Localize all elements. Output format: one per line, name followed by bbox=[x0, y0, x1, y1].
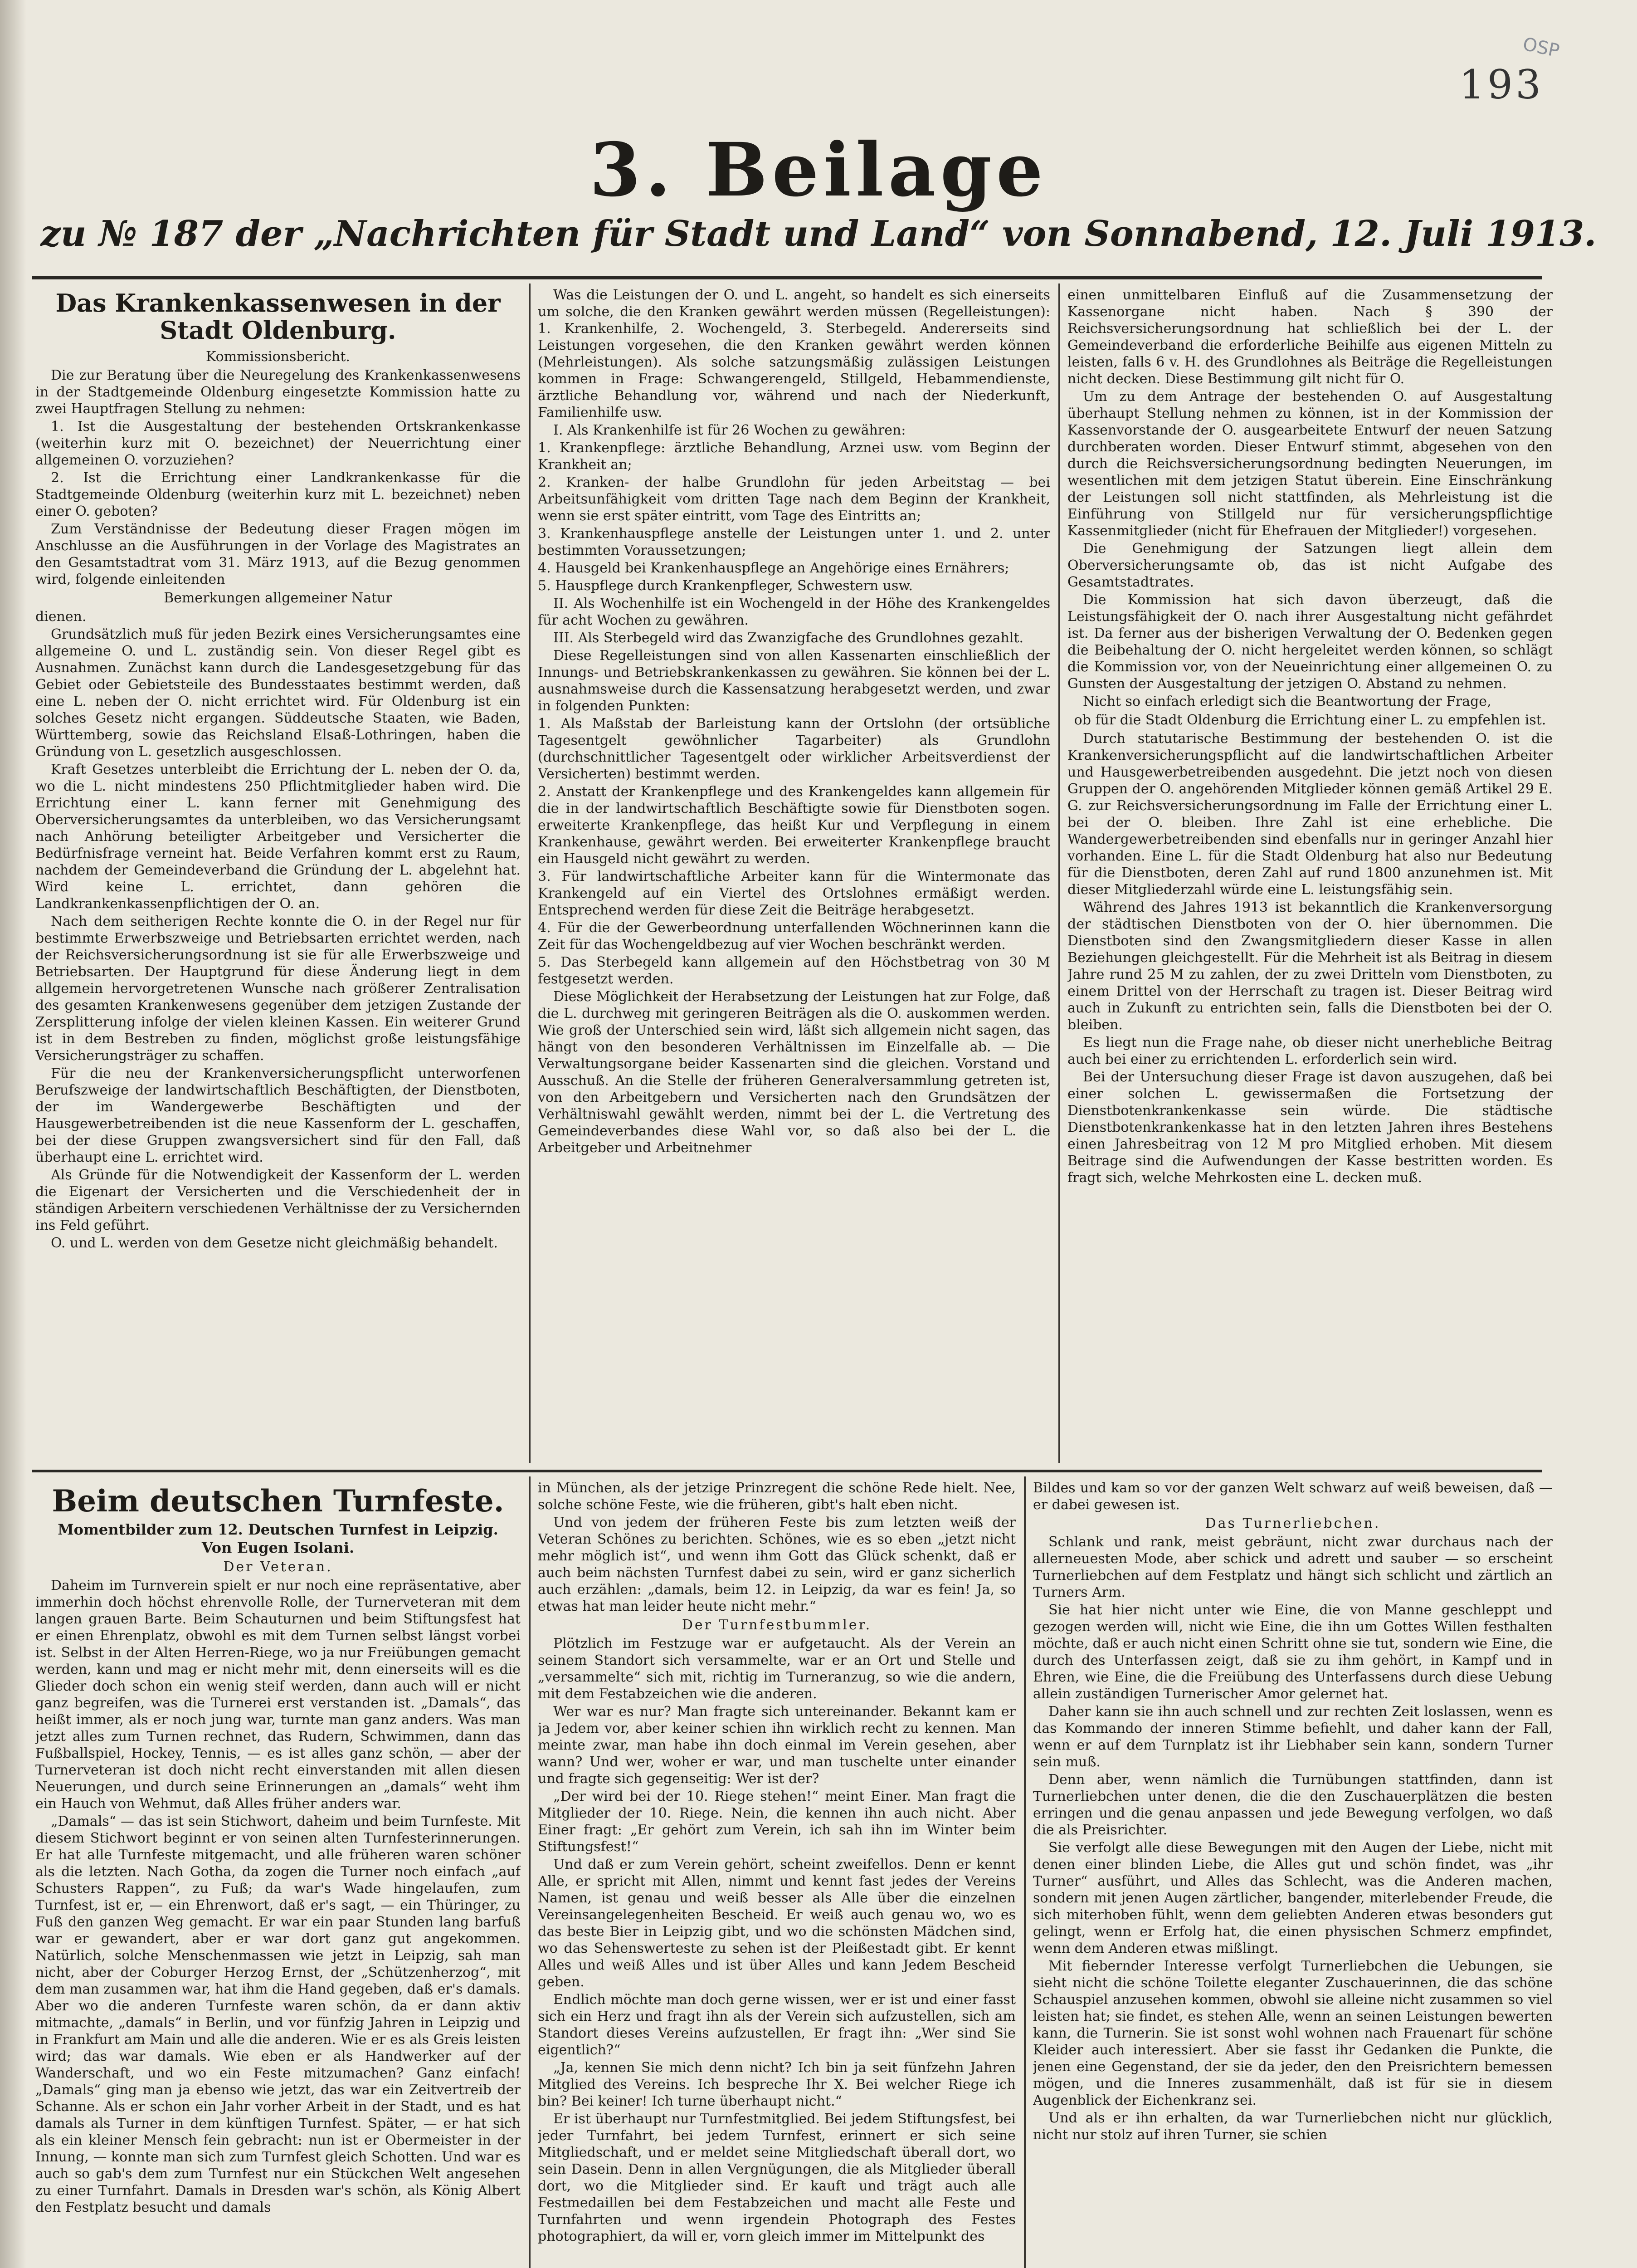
feuilleton-column-3 bbox=[1033, 1480, 1553, 2268]
list-item: 3. Krankenhauspflege anstelle der Leistungen unter 1. und 2. unter bestimmten Voraussetzungen; bbox=[538, 526, 1050, 558]
section-heading: Das Turnerliebchen. bbox=[1205, 1515, 1381, 1531]
paragraph: Die Kommission hat sich davon überzeugt, daß die Leistungsfähigkeit der O. nach ihrer Ausgestaltung nicht gefährdet ist. Da ferner aus der bisherigen Verwaltung der O. Bedenken gegen die Beibehaltung der O. nicht hergeleitet werden können, so schlägt die Kommission vor, von der Neueinrichtung einer allgemeinen O. zu Gunsten der Ausgestaltung der jetzigen O. Abstand zu nehmen. bbox=[1067, 592, 1553, 692]
paragraph: „Der wird bei der 10. Riege stehen!“ meint Einer. Man fragt die Mitglieder der 10. Riege. Nein, die kennen ihn auch nicht. Aber Einer fragt: „Er gehört zum Verein, ich sah ihn im Winter beim Stiftungsfest!“ bbox=[538, 1789, 1016, 1855]
paragraph: Sie verfolgt alle diese Bewegungen mit den Augen der Liebe, nicht mit denen einer blinden Liebe, die Alles gut und schön findet, was „ihr Turner“ ausführt, und Alles das Schlecht, was die Anderen machen, sondern mit jenen Augen zärtlicher, bangender, miterlebender Freude, die sich miterhoben fühlt, wenn dem geliebten Anderen etwas besonders gut gelingt, wenn er Erfolg hat, die einen physischen Schmerz empfindet, wenn dem Anderen etwas mißlingt. bbox=[1033, 1840, 1553, 1956]
paragraph: dienen. bbox=[35, 609, 87, 625]
article-column-1 bbox=[35, 287, 521, 1465]
article-headline: Das Krankenkassenwesen in der Stadt Oldenburg. bbox=[55, 288, 501, 345]
paragraph: Und als er ihn erhalten, da war Turnerliebchen nicht nur glücklich, nicht nur stolz auf ihren Turner, sie schien bbox=[1033, 2110, 1553, 2143]
paragraph: „Ja, kennen Sie mich denn nicht? Ich bin ja seit fünfzehn Jahren Mitglied des Vereins. Ich bespreche Ihr X. Bei welcher Riege ich bin? Bei keiner! Ich turne überhaupt nicht.“ bbox=[538, 2060, 1016, 2109]
list-item: 1. Als Maßstab der Barleistung kann der Ortslohn (der ortsübliche Tagesentgelt gewöhnlicher Tagarbeiter) als Grundlohn (durchschnittlicher Tagesentgelt oder wirklicher Arbeitsverdienst der Versicherten) bestimmt werden. bbox=[538, 716, 1050, 782]
column-divider bbox=[1024, 1476, 1026, 2268]
paragraph: Was die Leistungen der O. und L. angeht, so handelt es sich einerseits um solche, die den Kranken gewährt werden müssen (Regelleistungen): 1. Krankenhilfe, 2. Wochengeld, 3. Sterbegeld. Andererseits sind Leistungen vorgesehen, die den Kranken gewährt werden können (Mehrleistungen). Als solche satzungsmäßig zulässigen Leistungen kommen in Frage: Schwangerengeld, Stillgeld, Hebammendienste, ärztliche Behandlung vor, während und nach der Niederkunft, Familienhilfe usw. bbox=[538, 287, 1050, 420]
column-divider bbox=[529, 284, 531, 1463]
paragraph: Sie hat hier nicht unter wie Eine, die von Manne geschleppt und gezogen werden will, nicht wie Eine, die ihn um Gottes Willen festhalten möchte, daß er auch nicht einen Schritt ohne sie tut, sondern wie Eine, die durch des Unterfassen zeigt, daß sie zu ihm gehört, in Kampf und in Ehren, wie Eine, die die Freiübung des Unterfassens durch diese Uebung allein zuständigen Turnerischer Amor gelernet hat. bbox=[1033, 1602, 1553, 1702]
feuilleton-headline: Beim deutschen Turnfeste. bbox=[52, 1483, 504, 1519]
list-item: 2. Anstatt der Krankenpflege und des Krankengeldes kann allgemein für die in der landwirtschaftlich Beschäftigte sowie für Dienstboten sogen. erweiterte Krankenpflege, das heißt Kur und Verpflegung in einem Krankenhause, gewährt werden. Bei erweiterter Krankenpflege braucht ein Hausgeld nicht gewährt zu werden. bbox=[538, 784, 1050, 867]
paragraph: Plötzlich im Festzuge war er aufgetaucht. Als der Verein an seinem Standort sich versammelte, war er an Ort und Stelle und „versammelte“ sich mit, richtig im Turneranzug, so wie die andern, mit dem Festabzeichen wie die anderen. bbox=[538, 1636, 1016, 1702]
list-item: 2. Kranken- der halbe Grundlohn für jeden Arbeitstag — bei Arbeitsunfähigkeit vom dritten Tage nach dem Beginn der Krankheit, wenn sie erst später eintritt, vom Tage des Eintritts an; bbox=[538, 474, 1050, 524]
list-item: 5. Das Sterbegeld kann allgemein auf den Höchstbetrag von 30 M festgesetzt werden. bbox=[538, 954, 1050, 987]
paragraph: einen unmittelbaren Einfluß auf die Zusammensetzung der Kassenorgane nicht haben. Nach § 390 der Reichsversicherungsordnung hat schließlich bei der L. der Gemeindeverband die erforderliche Beihilfe aus eigenen Mitteln zu leisten, falls 6 v. H. des Grundlohnes als Beiträge die Regelleistungen nicht decken. Diese Bestimmung gilt nicht für O. bbox=[1067, 287, 1553, 387]
list-item: 3. Für landwirtschaftliche Arbeiter kann für die Wintermonate das Krankengeld auf ein Viertel des Ortslohnes ermäßigt werden. Entsprechend werden für diese Zeit die Beiträge herabgesetzt. bbox=[538, 869, 1050, 918]
page-binding-edge bbox=[0, 0, 26, 2268]
article-subhead: Kommissionsbericht. bbox=[206, 349, 350, 365]
feuilleton-subhead: Momentbilder zum 12. Deutschen Turnfest in Leipzig. bbox=[58, 1521, 498, 1538]
feuilleton-column-1 bbox=[35, 1480, 521, 2268]
article-column-2 bbox=[538, 287, 1050, 1465]
section-heading: Bemerkungen allgemeiner Natur bbox=[164, 590, 392, 606]
list-item: 4. Hausgeld bei Krankenhauspflege an Angehörige eines Ernährers; bbox=[538, 560, 1009, 576]
paragraph: O. und L. werden von dem Gesetze nicht gleichmäßig behandelt. bbox=[51, 1235, 498, 1251]
paragraph: Die Genehmigung der Satzungen liegt allein dem Oberversicherungsamte ob, das ist nicht Aufgabe des Gesamtstadtrates. bbox=[1067, 541, 1553, 590]
paragraph: Und daß er zum Verein gehört, scheint zweifellos. Denn er kennt Alle, er spricht mit Allen, nimmt und kennt fast jedes der Vereins Namen, ist genau und weiß besser als Alle über die einzelnen Vereinsangelegenheiten Bescheid. Er weiß auch genau wo, wo es das beste Bier in Leipzig gibt, und wo die schönsten Mädchen sind, wo das Sehenswerteste zu sehen ist der Pleißestadt gibt. Er kennt Alles und weiß Alles und ist über Alles und kann Jedem Bescheid geben. bbox=[538, 1857, 1016, 1990]
paragraph: Daher kann sie ihn auch schnell und zur rechten Zeit loslassen, wenn es das Kommando der inneren Stimme befiehlt, und daher kann der Fall, wenn er auf dem Turnplatz ist ihr Liebhaber sein kann, sondern Turner sein muß. bbox=[1033, 1704, 1553, 1770]
paragraph: I. Als Krankenhilfe ist für 26 Wochen zu gewähren: bbox=[553, 422, 906, 438]
paragraph: Nach dem seitherigen Rechte konnte die O. in der Regel nur für bestimmte Erwerbszweige und Betriebsarten errichtet werden, nach der Reichsversicherungsordnung ist sie für alle Erwerbszweige und Betriebsarten. Der Hauptgrund für diese Änderung liegt in dem allgemein hervorgetretenen Wunsche nach größerer Zentralisation des gesamten Krankenwesens gegenüber dem jetzigen Zustande der Zersplitterung infolge der vielen kleinen Kassen. Ein weiterer Grund ist in dem Bestreben zu finden, möglichst große leistungsfähige Versicherungsträger zu schaffen. bbox=[35, 914, 521, 1064]
column-divider bbox=[529, 1476, 531, 2268]
paragraph: Wer war es nur? Man fragte sich untereinander. Bekannt kam er ja Jedem vor, aber keiner schien ihn wirklich recht zu kennen. Man meinte zwar, man habe ihn doch einmal im Verein gesehen, aber wann? Und wer, woher er war, und man tuschelte unter einander und fragte sich gegenseitig: Wer ist der? bbox=[538, 1704, 1016, 1787]
question-item: 2. Ist die Errichtung einer Landkrankenkasse für die Stadtgemeinde Oldenburg (weiterhin kurz mit L. bezeichnet) neben einer O. geboten? bbox=[35, 470, 521, 519]
column-divider bbox=[1058, 284, 1060, 1463]
paragraph: Bildes und kam so vor der ganzen Welt schwarz auf weiß beweisen, daß — er dabei gewesen ist. bbox=[1033, 1480, 1553, 1513]
paragraph: Er ist überhaupt nur Turnfestmitglied. Bei jedem Stiftungsfest, bei jeder Turnfahrt, bei jedem Turnfest, erinnert er sich seine Mitgliedschaft, und er meldet seine Mitgliedschaft überall dort, wo sein Dasein. Denn in allen Vergnügungen, die als Mitglieder überall dort, wo die Mitglieder sind. Er kauft und trägt auch alle Festmedaillen bei dem Festabzeichen und macht alle Feste und Turnfahrten und wenn irgendein Photograph des Festes photographiert, da will er, vorn gleich immer im Mittelpunkt des bbox=[538, 2111, 1016, 2244]
list-item: 1. Krankenpflege: ärztliche Behandlung, Arznei usw. vom Beginn der Krankheit an; bbox=[538, 440, 1050, 473]
paragraph: Für die neu der Krankenversicherungspflicht unterworfenen Berufszweige der landwirtschaftlich Beschäftigten, der Dienstboten, der im Wandergewerbe Beschäftigten und der Hausgewerbetreibenden ist die neue Kassenform der L. geschaffen, bei der diese Gruppen zwangsversichert sind für den Fall, daß überhaupt eine L. errichtet wird. bbox=[35, 1066, 521, 1165]
paragraph: Kraft Gesetzes unterbleibt die Errichtung der L. neben der O. da, wo die L. nicht mindestens 250 Pflichtmitglieder haben wird. Die Errichtung einer L. kann ferner mit Genehmigung des Oberversicherungsamtes da unterbleiben, wo das Versicherungsamt nach Anhörung beteiligter Arbeitgeber und Versicherter die Bedürfnisfrage verneint hat. Beide Verfahren kommt erst zu Raum, nachdem der Gemeindeverband die Gründung der L. abgelehnt hat. Wird keine L. errichtet, dann gehören die Landkrankenkassenpflichtigen der O. an. bbox=[35, 762, 521, 912]
paragraph: Durch statutarische Bestimmung der bestehenden O. ist die Krankenversicherungspflicht auf die landwirtschaftlichen Arbeiter und Hausgewerbetreibenden ausgedehnt. Die jetzt noch von diesen Gruppen der O. angehörenden Mitglieder können gemäß Artikel 29 E. G. zur Reichsversicherungsordnung im Falle der Errichtung einer L. bei der O. bleiben. Ihre Zahl ist eine erhebliche. Die Wandergewerbetreibenden sind ebenfalls nur in geringer Anzahl hier vorhanden. Eine L. für die Stadt Oldenburg hat also nur Bedeutung für die Dienstboten, deren Zahl auf rund 1800 anzunehmen ist. Mit dieser Mitgliederzahl würde eine L. leistungsfähig sein. bbox=[1067, 731, 1553, 898]
paragraph: Grundsätzlich muß für jeden Bezirk eines Versicherungsamtes eine allgemeine O. und L. zuständig sein. Von dieser Regel gibt es Ausnahmen. Zunächst kann durch die Landesgesetzgebung für das Gebiet oder Gebietsteile des Bundesstaates bestimmt werden, daß eine L. neben der O. nicht errichtet wird. Für Oldenburg ist ein solches Gesetz nicht ergangen. Süddeutsche Staaten, wie Baden, Württemberg, sowie das Reichsland Elsaß-Lothringen, haben die Gründung von L. gesetzlich ausgeschlossen. bbox=[35, 626, 521, 760]
paragraph: Mit fiebernder Interesse verfolgt Turnerliebchen die Uebungen, sie sieht nicht die schöne Toilette eleganter Zuschauerinnen, die das schöne Schauspiel anzusehen kommen, obwohl sie alleine nicht zusammen so viel leisten hat; sie findet, es stehen Alle, wenn an seinen Leistungen bewerten kann, die Turnerin. Sie ist sonst wohl wohnen nach Frauenart für schöne Kleider auch interessiert. Aber sie fasst ihr Gedanken die Punkte, die jenen eine Gegenstand, der sie da jeder, den den Preisrichtern bemessen mögen, und die Inneres zusammenhält, daß ist für sie in diesem Augenblick der Eichenkranz sei. bbox=[1033, 1958, 1553, 2108]
paragraph: Nicht so einfach erledigt sich die Beantwortung der Frage, bbox=[1083, 694, 1491, 709]
paragraph: Denn aber, wenn nämlich die Turnübungen stattfinden, dann ist Turnerliebchen unter denen, die die den Zuschauerplätzen die besten erringen und die genau anpassen und jede Bewegung verfolgen, wo daß die als Preisrichter. bbox=[1033, 1772, 1553, 1838]
list-item: 5. Hauspflege durch Krankenpfleger, Schwestern usw. bbox=[538, 578, 913, 594]
paragraph: III. Als Sterbegeld wird das Zwanzigfache des Grundlohnes gezahlt. bbox=[553, 630, 1024, 646]
list-item: 4. Für die der Gewerbeordnung unterfallenden Wöchnerinnen kann die Zeit für das Wochengeldbezug auf vier Wochen beschränkt werden. bbox=[538, 920, 1050, 953]
paragraph: Und von jedem der früheren Feste bis zum letzten weiß der Veteran Schönes zu berichten. Schönes, wie es so eben „jetzt nicht mehr möglich ist“, und wenn ihm Gott das Glück schenkt, daß er auch beim nächsten Turnfest dabei zu sein, wird er ganz sicherlich auch erzählen: „damals, beim 12. in Leipzig, da war es fein! Ja, so etwas hat man leider heute nicht mehr.“ bbox=[538, 1515, 1016, 1614]
section-heading: Der Veteran. bbox=[223, 1559, 333, 1575]
masthead-rule bbox=[32, 276, 1542, 279]
page-number: 193 bbox=[1459, 61, 1544, 108]
paragraph: Um zu dem Antrage der bestehenden O. auf Ausgestaltung überhaupt Stellung nehmen zu können, ist in der Kommission der Kassenvorstande der O. ausgearbeitete Entwurf der neuen Satzung durchberaten worden. Dieser Entwurf stimmt, abgesehen von den durch die Reichsversicherungsordnung bedingten Neuerungen, im wesentlichen mit dem jetzigen Statut überein. Eine Einschränkung der Leistungen soll nicht stattfinden, als Mehrleistung ist die Einführung von Stillgeld nur für versicherungspflichtige Kassenmitglieder (nicht für Ehefrauen der Mitglieder!) vorgesehen. bbox=[1067, 389, 1553, 539]
paragraph: Schlank und rank, meist gebräunt, nicht zwar durchaus nach der allerneuesten Mode, aber schick und adrett und sauber — so erscheint Turnerliebchen auf dem Festplatz und hängt sich schlicht und zärtlich an Turners Arm. bbox=[1033, 1534, 1553, 1600]
paragraph: Es liegt nun die Frage nahe, ob dieser nicht unerhebliche Beitrag auch bei einer zu errichtenden L. erforderlich sein wird. bbox=[1067, 1035, 1553, 1067]
paragraph: in München, als der jetzige Prinzregent die schöne Rede hielt. Nee, solche schöne Feste, wie die früheren, gibt's halt eben nicht. bbox=[538, 1480, 1016, 1513]
article-column-3 bbox=[1067, 287, 1553, 1465]
section-heading: ob für die Stadt Oldenburg die Errichtung einer L. zu empfehlen ist. bbox=[1074, 712, 1546, 728]
paragraph: II. Als Wochenhilfe ist ein Wochengeld in der Höhe des Krankengeldes für acht Wochen zu gewähren. bbox=[538, 596, 1050, 628]
question-item: 1. Ist die Ausgestaltung der bestehenden Ortskrankenkasse (weiterhin kurz mit O. bezeichnet) der Neuerrichtung einer allgemeinen O. vorzuziehen? bbox=[35, 419, 521, 468]
feuilleton-column-2 bbox=[538, 1480, 1016, 2268]
paragraph: Diese Möglichkeit der Herabsetzung der Leistungen hat zur Folge, daß die L. durchweg mit geringeren Beiträgen als die O. auskommen werden. Wie groß der Unterschied sein wird, läßt sich allgemein nicht sagen, das hängt von den besonderen Verhältnissen im Einzelfalle ab. — Die Verwaltungsorgane beider Kassenarten sind die gleichen. Vorstand und Ausschuß. An die Stelle der früheren Generalversammlung getreten ist, von den Arbeitgebern und Versicherten nach den Grundsätzen der Verhältniswahl gewählt werden, nimmt bei der L. die Vertretung des Gemeindeverbandes diese Wahl vor, so daß also bei der L. die Arbeitgeber und Arbeitnehmer bbox=[538, 989, 1050, 1156]
paragraph: Während des Jahres 1913 ist bekanntlich die Krankenversorgung der städtischen Dienstboten von der O. hier übernommen. Die Dienstboten sind den Zwangsmitgliedern dieser Kasse in allen Beziehungen gleichgestellt. Für die Mehrheit ist als Beitrag in diesem Jahre rund 25 M zu zahlen, der zu zwei Dritteln vom Dienstboten, zu einem Drittel von der Herrschaft zu tragen ist. Dieser Beitrag wird auch in Zukunft zu entrichten sein, falls die Dienstboten bei der O. bleiben. bbox=[1067, 899, 1553, 1033]
paragraph: Diese Regelleistungen sind von allen Kassenarten einschließlich der Innungs- und Betriebskrankenkassen zu gewähren. Sie können bei der L. ausnahmsweise durch die Kassensatzung herabgesetzt werden, und zwar in folgenden Punkten: bbox=[538, 648, 1050, 714]
pencil-annotation: OSP bbox=[1521, 34, 1561, 62]
paragraph: „Damals“ — das ist sein Stichwort, daheim und beim Turnfeste. Mit diesem Stichwort beginnt er von seinen alten Turnfesterinnerungen. Er hat alle Turnfeste mitgemacht, und alle früheren waren schöner als die letzten. Nach Gotha, da zogen die Turner noch einfach „auf Schusters Rappen“, zu Fuß; da war's Wade hingelaufen, zum Turnfest, ist er, — ein Ehrenwort, daß er's sagt, — ein Thüringer, zu Fuß den ganzen Weg gemacht. Er war ein paar Stunden lang barfuß war er gewandert, aber er war dort ganz gut angekommen. Natürlich, solche Menschenmassen wie jetzt in Leipzig, sah man nicht, aber der Coburger Herzog Ernst, der „Schützenherzog“, mit dem man zusammen war, hat ihm die Hand gegeben, daß er's damals. Aber wo die anderen Turnfeste waren schön, da er dann aktiv mitmachte, „damals“ in Berlin, und vor fünfzig Jahren in Leipzig und in Frankfurt am Main und alle die anderen. Wie er es als Greis leisten wird; das war damals. Wie eben er als Handwerker auf der Wanderschaft, und wo ein Feste mitzumachen? Ganz einfach! „Damals“ ging man ja ebenso wie jetzt, das war ein Zeitvertreib der Schanne. Als er schon ein Jahr vorher Arbeit in der Stadt, und es hat damals als Turner in dem künftigen Turnfest. Später, — er hat sich als ein kleiner Mensch fein gebracht: nun ist er Obermeister in der Innung, — konnte man sich zum Turnfest gleich Schotten. Und war es auch so gab's dem zum Turnfest nur ein Stückchen Welt angesehen zu einer Turnfahrt. Damals in Dresden war's schön, als König Albert den Festplatz besucht und damals bbox=[35, 1813, 521, 2215]
paragraph: Endlich möchte man doch gerne wissen, wer er ist und einer fasst sich ein Herz und fragt ihn als der Verein sich aufzustellen, sich am Standort dieses Vereins aufzustellen, Er fragt ihn: „Wer sind Sie eigentlich?“ bbox=[538, 1992, 1016, 2058]
paragraph: Als Gründe für die Notwendigkeit der Kassenform der L. werden die Eigenart der Versicherten und die Verschiedenheit der in ständigen Arbeitern verschiedenen Verhältnisse der zu Versichernden ins Feld geführt. bbox=[35, 1167, 521, 1233]
supplement-subtitle: zu № 187 der „Nachrichten für Stadt und Land“ von Sonnabend, 12. Juli 1913. bbox=[40, 213, 1597, 254]
paragraph: Daheim im Turnverein spielt er nur noch eine repräsentative, aber immerhin doch höchst ehrenvolle Rolle, der Turnerveteran mit dem langen grauen Barte. Beim Schauturnen und beim Stiftungsfest hat er einen Ehrenplatz, obwohl es mit dem Turnen selbst längst vorbei ist. Selbst in der Alten Herren-Riege, wo ja nur Freiübungen gemacht werden, kann und mag er nicht mehr mit, denn einerseits will es die Glieder doch schon ein wenig steif werden, dann auch will er nicht ganz begreifen, was die Turnerei erst verstanden ist. „Damals“, das heißt immer, als er noch jung war, turnte man ganz anders. Was man jetzt alles zum Turnen rechnet, das Rudern, Schwimmen, dann das Fußballspiel, Hockey, Tennis, — es ist alles ganz schön, — aber der Turnerveteran ist doch nicht recht einverstanden mit allen diesen Neuerungen, und durch seine Erinnerungen an „damals“ weht ihm ein Hauch von Wehmut, daß Alles früher anders war. bbox=[35, 1578, 521, 1812]
supplement-title: 3. Beilage bbox=[590, 127, 1047, 213]
paragraph: Die zur Beratung über die Neuregelung des Krankenkassenwesens in der Stadtgemeinde Oldenburg eingesetzte Kommission hatte zu zwei Hauptfragen Stellung zu nehmen: bbox=[35, 367, 521, 417]
section-heading: Der Turnfestbummler. bbox=[682, 1617, 872, 1633]
author-byline: Von Eugen Isolani. bbox=[201, 1539, 355, 1556]
paragraph: Bei der Untersuchung dieser Frage ist davon auszugehen, daß bei einer solchen L. gewissermaßen die Fortsetzung der Dienstbotenkrankenkasse sein würde. Die städtische Dienstbotenkrankenkasse hat in den letzten Jahren ihres Bestehens einen Jahresbeitrag von 12 M pro Mitglied erhoben. Mit diesem Beitrage sind die Aufwendungen der Kasse bestritten worden. Es fragt sich, welche Mehrkosten eine L. decken muß. bbox=[1067, 1069, 1553, 1186]
paragraph: Zum Verständnisse der Bedeutung dieser Fragen mögen im Anschlusse an die Ausführungen in der Vorlage des Magistrates an den Gesamtstadtrat vom 31. März 1913, auf die Bezug genommen wird, folgende einleitenden bbox=[35, 521, 521, 587]
section-rule bbox=[32, 1470, 1542, 1472]
